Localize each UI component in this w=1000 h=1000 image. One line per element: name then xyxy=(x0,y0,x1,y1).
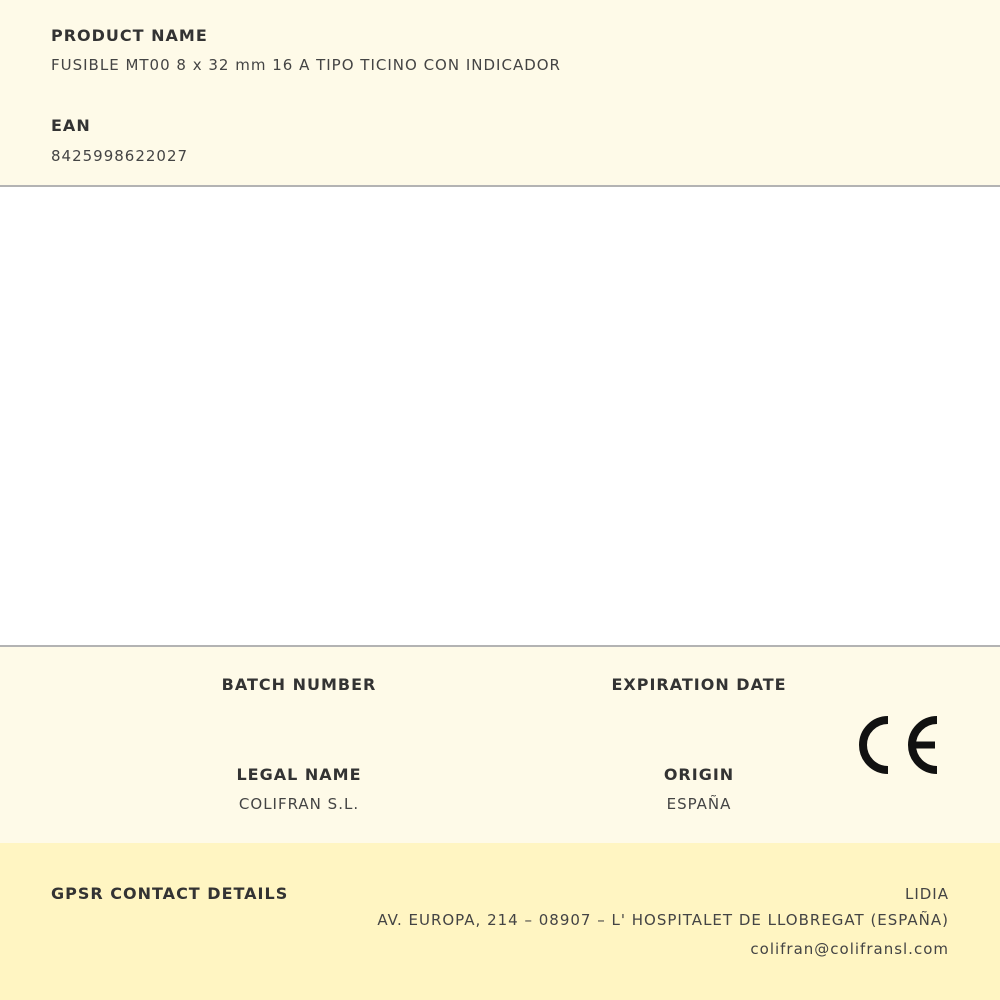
gpsr-address: AV. EUROPA, 214 – 08907 – L' HOSPITALET DE LLOBREGAT (ESPAÑA) xyxy=(377,911,949,929)
details-section xyxy=(0,645,1000,845)
ean-value: 8425998622027 xyxy=(51,147,189,165)
ean-label: EAN xyxy=(51,116,91,135)
legal-name-value: COLIFRAN S.L. xyxy=(238,795,360,813)
expiration-date-label: EXPIRATION DATE xyxy=(611,675,787,694)
legal-name-label: LEGAL NAME xyxy=(236,765,362,784)
ce-mark-icon xyxy=(858,714,942,776)
origin-label: ORIGIN xyxy=(663,765,735,784)
gpsr-contact-name: LIDIA xyxy=(904,885,949,903)
gpsr-contact-label: GPSR CONTACT DETAILS xyxy=(51,884,289,903)
blank-content-area xyxy=(0,187,1000,645)
origin-value: ESPAÑA xyxy=(666,795,732,813)
gpsr-email: colifran@colifransl.com xyxy=(750,940,949,958)
gpsr-contact-section xyxy=(0,843,1000,1000)
product-name-label: PRODUCT NAME xyxy=(51,26,208,45)
product-name-value: FUSIBLE MT00 8 x 32 mm 16 A TIPO TICINO CON INDICADOR xyxy=(51,56,561,74)
batch-number-label: BATCH NUMBER xyxy=(221,675,377,694)
product-info-section xyxy=(0,0,1000,187)
